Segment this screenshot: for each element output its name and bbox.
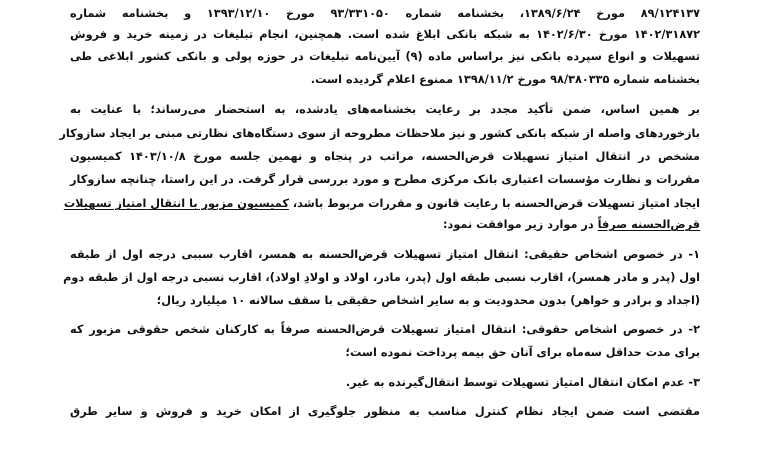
- document-line: (اجداد و برادر و خواهر) بدون محدودیت و به سایر اشخاص حقیقی با سقف سالانه ۱۰ میلیارد ریال؛: [156, 294, 700, 307]
- document-line: بر همین اساس، ضمن تأکید مجدد بر رعایت بخشنامه‌های یادشده، به استحضار می‌رساند؛ با عنایت به: [70, 103, 700, 116]
- document-line: مقررات و نظارت مؤسسات اعتباری بانک مرکزی مطرح و مورد بررسی قرار گرفت. در این راستا، چنانچه سازوکار: [70, 173, 700, 186]
- line-segment: ایجاد امتیاز تسهیلات قرض‌الحسنه با رعایت قانون و مقررات مربوط باشد،: [288, 197, 700, 210]
- document-line: ۱- در خصوص اشخاص حقیقی: انتقال امتیاز تسهیلات قرض‌الحسنه به همسر، اقارب سببی درجه اول از طبقه: [70, 248, 700, 261]
- document-line: مقتضی است ضمن ایجاد نظام کنترل مناسب به منظور جلوگیری از امکان خرید و فروش و سایر طرق: [70, 405, 700, 418]
- underlined-phrase: کمیسیون مزبور با انتقال امتیاز تسهیلات: [63, 197, 289, 210]
- document-line: بازخوردهای واصله از شبکه بانکی کشور و نیز ملاحظات مطروحه از سوی دستگاه‌های نظارتی مبنی بر ایجاد سازوکار: [59, 127, 700, 140]
- document-line: [70, 215, 700, 235]
- document-line: ۸۹/۱۲۴۱۳۷ مورخ ۱۳۸۹/۶/۲۴، بخشنامه شماره ۹۳/۳۳۱۰۵۰ مورخ ۱۳۹۳/۱۲/۱۰ و بخشنامه شماره: [70, 7, 701, 20]
- document-line: بخشنامه شماره ۹۸/۳۸۰۳۳۵ مورخ ۱۳۹۸/۱۱/۲ ممنوع اعلام گردیده است.: [310, 73, 700, 86]
- document-line: ۲- در خصوص اشخاص حقوقی: انتقال امتیاز تسهیلات قرض‌الحسنه صرفاً به کارکنان شخص حقوقی مزبور که: [70, 323, 700, 336]
- document-line: تسهیلات و انواع سپرده بانکی نیز براساس ماده (۹) آیین‌نامه تبلیغات در حوزه پولی و بانکی کشور ابلاغی طی: [70, 50, 700, 63]
- line-segment: در موارد زیر موافقت نمود:: [443, 218, 598, 231]
- document-line: ۱۴۰۲/۳۱۸۷۲ مورخ ۱۴۰۲/۶/۳۰ به شبکه بانکی ابلاغ شده است. همچنین، انجام تبلیغات در زمینه خرید و فروش: [70, 28, 701, 41]
- document-line: ۳- عدم امکان انتقال امتیاز تسهیلات توسط انتقال‌گیرنده به غیر.: [345, 376, 700, 389]
- document-line: مشخص در انتقال امتیاز تسهیلات قرض‌الحسنه، مراتب در پنجاه و نهمین جلسه مورخ ۱۴۰۳/۱۰/۸ کمیسیون: [70, 150, 700, 163]
- document-line: [63, 194, 700, 214]
- underlined-phrase: قرض‌الحسنه صرفاً: [597, 218, 700, 231]
- document-line: برای مدت حداقل سه‌ماه برای آنان حق بیمه پرداخت نموده است؛: [345, 346, 700, 359]
- document-line: اول (پدر و مادر همسر)، اقارب نسبی طبقه اول (پدر، مادر، اولاد و اولادِ اولاد)، اقارب نسبی درجه اول از طبقه دوم: [63, 271, 700, 284]
